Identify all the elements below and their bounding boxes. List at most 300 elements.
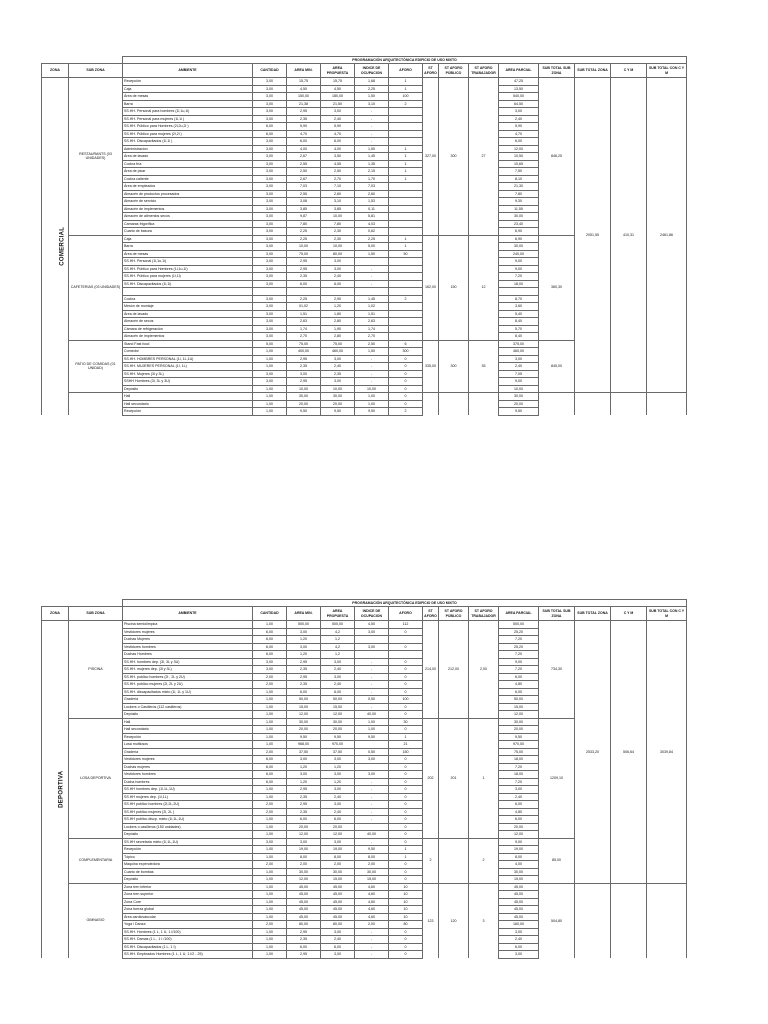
value-cell: 0,50 <box>355 748 389 756</box>
ambiente-cell: Comedor <box>123 348 253 356</box>
subzone-name: PATIO DE COMIDAS (01 UNIDAD) <box>69 340 123 393</box>
area-parcial-cell: 3,00 <box>499 355 539 363</box>
value-cell: 1 <box>389 168 423 176</box>
ambiente-cell: Tópico <box>123 853 253 861</box>
ambiente-cell: SS.HH. Discapacitados (1l,1i ) <box>123 138 253 146</box>
value-cell: 1 <box>389 145 423 153</box>
ambiente-cell: SS.HH. Público para mujeres (2l,2i ) <box>123 130 253 138</box>
value-cell: 4,60 <box>355 913 389 921</box>
value-cell: 12,00 <box>287 876 321 884</box>
program-table <box>41 599 687 959</box>
value-cell: 0 <box>389 363 423 371</box>
value-cell: 0 <box>389 793 423 801</box>
ambiente-cell: Zona tren superior <box>123 891 253 899</box>
value-cell: - <box>355 801 389 809</box>
value-cell: 3,00 <box>253 295 287 303</box>
value-cell: 7,03 <box>287 183 321 191</box>
value-cell: 0 <box>389 643 423 651</box>
ambiente-cell: SS.HH. Hombres (1 L, 1 U, 1 I/100) <box>123 928 253 936</box>
value-cell: 0 <box>389 876 423 884</box>
value-cell: 75,00 <box>321 340 355 348</box>
value-cell: 0 <box>389 703 423 711</box>
area-parcial-cell: 6,00 <box>499 138 539 146</box>
column-header: ST AFORO TRABAJADOR <box>469 607 499 621</box>
value-cell: 15,75 <box>321 78 355 86</box>
value-cell <box>355 651 389 659</box>
value-cell: - <box>355 778 389 786</box>
area-parcial-cell: 2,40 <box>499 793 539 801</box>
ambiente-cell: Caja <box>123 85 253 93</box>
column-header: SUB TOTAL ZONA <box>575 64 611 78</box>
value-cell: 1,20 <box>321 778 355 786</box>
value-cell: 6,00 <box>287 280 321 288</box>
value-cell: 4,60 <box>355 891 389 899</box>
value-cell: 3,00 <box>253 100 287 108</box>
ambiente-cell: Zona Core <box>123 898 253 906</box>
value-cell: 2,60 <box>355 190 389 198</box>
area-parcial-cell: 18,00 <box>499 756 539 764</box>
value-cell: 1,74 <box>355 325 389 333</box>
value-cell: 2,35 <box>321 370 355 378</box>
ambiente-cell: Almacén de secos <box>123 318 253 326</box>
value-cell: 1,00 <box>253 853 287 861</box>
value-cell: 3,00 <box>287 771 321 779</box>
subtotal-subzona-cell: 845,00 <box>539 340 575 393</box>
value-cell: 1 <box>389 853 423 861</box>
value-cell: 2,35 <box>287 115 321 123</box>
ambiente-cell: Yoga / Danza <box>123 921 253 929</box>
value-cell <box>389 123 423 131</box>
value-cell: 1,00 <box>253 823 287 831</box>
value-cell: 1,20 <box>287 778 321 786</box>
value-cell: 1,00 <box>253 943 287 951</box>
value-cell: 45,00 <box>321 913 355 921</box>
value-cell: 3,00 <box>253 658 287 666</box>
value-cell: 9,50 <box>321 408 355 416</box>
value-cell: 1,20 <box>287 651 321 659</box>
value-cell: - <box>355 273 389 281</box>
value-cell: 37,50 <box>321 748 355 756</box>
column-header: SUB TOTAL SUB ZONA <box>539 607 575 621</box>
value-cell: 0 <box>389 688 423 696</box>
value-cell: 0 <box>389 816 423 824</box>
st-aforo-publico-cell: 212,00 <box>439 621 469 719</box>
value-cell: - <box>355 265 389 273</box>
area-parcial-cell: 6,00 <box>499 801 539 809</box>
value-cell: 6 <box>389 340 423 348</box>
value-cell: 1,45 <box>355 153 389 161</box>
area-parcial-cell: 45,00 <box>499 906 539 914</box>
value-cell: 2,95 <box>287 673 321 681</box>
value-cell: 5,90 <box>321 123 355 131</box>
value-cell: 19,00 <box>287 846 321 854</box>
value-cell: 1,00 <box>253 741 287 749</box>
area-parcial-cell: 500,00 <box>499 621 539 629</box>
ambiente-cell: Ducha hombres <box>123 778 253 786</box>
value-cell: 3,00 <box>253 183 287 191</box>
value-cell: 6,00 <box>287 816 321 824</box>
st-aforo-publico-cell <box>439 838 469 883</box>
st-aforo-trabajador-cell: 27 <box>469 78 499 236</box>
value-cell: 0 <box>389 943 423 951</box>
value-cell: 2,35 <box>287 363 321 371</box>
value-cell: 2,40 <box>321 273 355 281</box>
value-cell: 1,2 <box>321 636 355 644</box>
column-header: CANTIDAD <box>253 64 287 78</box>
ambiente-cell: Recepción <box>123 78 253 86</box>
area-parcial-cell: 9,50 <box>499 733 539 741</box>
st-aforo-trabajador-cell: 1 <box>469 718 499 838</box>
area-parcial-cell: 15,00 <box>499 703 539 711</box>
value-cell: 6,00 <box>253 123 287 131</box>
column-header: ZONA <box>42 64 69 78</box>
value-cell: 45,00 <box>287 913 321 921</box>
st-aforo-trabajador-cell: 2,00 <box>469 621 499 719</box>
ambiente-cell: Área de lavado <box>123 310 253 318</box>
value-cell: 0 <box>389 868 423 876</box>
program-sheet-commercial <box>41 56 686 416</box>
value-cell: 6,00 <box>253 756 287 764</box>
value-cell: 3,00 <box>321 378 355 386</box>
ambiente-cell: Cuarto de basura <box>123 228 253 236</box>
value-cell: 3,00 <box>253 190 287 198</box>
value-cell: 1,00 <box>355 718 389 726</box>
value-cell: 3,00 <box>321 658 355 666</box>
value-cell: 9,50 <box>355 846 389 854</box>
area-parcial-cell: 460,00 <box>499 348 539 356</box>
column-header: AFORO <box>389 607 423 621</box>
value-cell: 20,00 <box>321 823 355 831</box>
value-cell: 112 <box>389 621 423 629</box>
ambiente-cell: SS.HH. publico mujeres (2l, 2L y 2U) <box>123 681 253 689</box>
value-cell <box>389 310 423 318</box>
empty-total-cell <box>611 393 647 416</box>
value-cell: 3,00 <box>253 205 287 213</box>
column-header: AREA PARCIAL <box>499 607 539 621</box>
value-cell: 0 <box>389 370 423 378</box>
value-cell: 30,00 <box>321 393 355 401</box>
value-cell: 45,00 <box>321 891 355 899</box>
value-cell: - <box>355 130 389 138</box>
value-cell: 1,00 <box>253 816 287 824</box>
value-cell: 2,25 <box>355 235 389 243</box>
ambiente-cell: SS.HH. Personal para mujeres (1l,1i ) <box>123 115 253 123</box>
value-cell: 1,00 <box>253 793 287 801</box>
value-cell: - <box>355 793 389 801</box>
value-cell: 30,00 <box>355 868 389 876</box>
value-cell: 6,00 <box>253 763 287 771</box>
area-parcial-cell: 45,00 <box>499 898 539 906</box>
value-cell: 3,00 <box>253 115 287 123</box>
value-cell: 1,00 <box>253 733 287 741</box>
value-cell: 1,00 <box>253 928 287 936</box>
column-header: AMBIENTE <box>123 607 253 621</box>
column-header: INDICE DE OCUPACION <box>355 64 389 78</box>
value-cell <box>389 138 423 146</box>
zone-cell <box>42 621 69 959</box>
value-cell: 8,00 <box>321 853 355 861</box>
empty-total-cell <box>575 883 611 958</box>
value-cell: 3,00 <box>321 786 355 794</box>
subtotal-zona-cell: 2051,55 <box>575 78 611 393</box>
value-cell: 2,15 <box>355 168 389 176</box>
value-cell: 2,40 <box>321 793 355 801</box>
value-cell: 2,00 <box>253 861 287 869</box>
area-parcial-cell: 7,20 <box>499 636 539 644</box>
value-cell: 3,00 <box>253 168 287 176</box>
ambiente-cell: Área de mesas <box>123 93 253 101</box>
area-parcial-cell: 18,00 <box>499 280 539 288</box>
value-cell: 75,00 <box>287 250 321 258</box>
value-cell: 2,95 <box>287 265 321 273</box>
value-cell: - <box>355 370 389 378</box>
value-cell: 3,85 <box>321 205 355 213</box>
value-cell: 50,00 <box>287 696 321 704</box>
value-cell: 0 <box>389 801 423 809</box>
value-cell: 0 <box>389 681 423 689</box>
value-cell: 6,00 <box>321 816 355 824</box>
value-cell <box>389 108 423 116</box>
area-parcial-cell: 30,00 <box>499 213 539 221</box>
area-parcial-cell: 20,00 <box>499 400 539 408</box>
value-cell: 3,00 <box>253 303 287 311</box>
value-cell: - <box>355 928 389 936</box>
value-cell <box>389 190 423 198</box>
area-parcial-cell: 9,00 <box>499 258 539 266</box>
value-cell: 2,30 <box>321 228 355 236</box>
value-cell: 0 <box>389 778 423 786</box>
title-blank <box>42 600 123 607</box>
st-aforo-cell: 2 <box>423 838 439 883</box>
value-cell: 1,00 <box>253 385 287 393</box>
value-cell: 4,60 <box>355 898 389 906</box>
value-cell: 1,20 <box>287 763 321 771</box>
value-cell: 3,00 <box>253 198 287 206</box>
value-cell: 3,00 <box>321 265 355 273</box>
value-cell: 6,00 <box>287 138 321 146</box>
area-parcial-cell: 10,65 <box>499 160 539 168</box>
value-cell: 1 <box>389 846 423 854</box>
value-cell: 12,00 <box>321 831 355 839</box>
value-cell: 1,20 <box>321 763 355 771</box>
program-sheet-sports <box>41 599 686 959</box>
ambiente-cell: SS.HH publico discp. mixto (1l,1L,1U) <box>123 816 253 824</box>
value-cell: - <box>355 816 389 824</box>
ambiente-cell: Cuarto de bombas <box>123 868 253 876</box>
value-cell: 180,00 <box>321 93 355 101</box>
column-header: SUB TOTAL ZONA <box>575 607 611 621</box>
ambiente-cell: Depósito <box>123 831 253 839</box>
value-cell: 6,00 <box>321 280 355 288</box>
area-parcial-cell: 8,10 <box>499 175 539 183</box>
value-cell: 0,11 <box>355 205 389 213</box>
ambiente-cell: Hall secundario <box>123 400 253 408</box>
value-cell: 7,10 <box>321 183 355 191</box>
value-cell: 1,00 <box>253 718 287 726</box>
area-parcial-cell: 7,05 <box>499 370 539 378</box>
value-cell: - <box>355 123 389 131</box>
value-cell: 3,00 <box>253 280 287 288</box>
value-cell: 0 <box>389 771 423 779</box>
st-aforo-cell: 214,00 <box>423 621 439 719</box>
value-cell: 0 <box>389 763 423 771</box>
ambiente-cell: Lockers o Casilleros (112 casilleros) <box>123 703 253 711</box>
area-parcial-cell: 19,00 <box>499 846 539 854</box>
value-cell: 1,00 <box>253 951 287 959</box>
area-parcial-cell: 4,80 <box>499 681 539 689</box>
value-cell: 40,00 <box>355 711 389 719</box>
area-parcial-cell: 47,25 <box>499 78 539 86</box>
area-parcial-cell: 45,00 <box>499 883 539 891</box>
ambiente-cell: Barra <box>123 100 253 108</box>
ambiente-cell: Gradería <box>123 748 253 756</box>
value-cell: 21 <box>389 741 423 749</box>
st-aforo-publico-cell: 300 <box>439 340 469 393</box>
value-cell: 4,2 <box>321 643 355 651</box>
area-parcial-cell: 12,00 <box>499 145 539 153</box>
area-parcial-cell: 25,20 <box>499 628 539 636</box>
value-cell: 2,95 <box>287 378 321 386</box>
column-header: CANTIDAD <box>253 607 287 621</box>
value-cell: 0 <box>389 756 423 764</box>
value-cell: 3,00 <box>253 378 287 386</box>
value-cell: 1,00 <box>253 696 287 704</box>
area-parcial-cell: 8,40 <box>499 333 539 341</box>
value-cell: 40,00 <box>355 831 389 839</box>
value-cell: 2,95 <box>287 658 321 666</box>
value-cell: 4,60 <box>355 883 389 891</box>
value-cell: 30,00 <box>287 868 321 876</box>
value-cell: 2,00 <box>287 861 321 869</box>
ambiente-cell: SSHH Hombres (3l, 3L y 3U) <box>123 378 253 386</box>
value-cell: 3,00 <box>253 93 287 101</box>
table-title: PROGRAMACIÓN ARQUITECTÓNICA EDIFICIO DE USO MIXTO <box>123 600 687 607</box>
area-parcial-cell: 12,00 <box>499 831 539 839</box>
value-cell: 0 <box>389 861 423 869</box>
value-cell: 3,00 <box>253 78 287 86</box>
value-cell: 3,00 <box>253 213 287 221</box>
value-cell: 1,74 <box>287 325 321 333</box>
area-parcial-cell: 9,50 <box>499 408 539 416</box>
value-cell: 1 <box>389 160 423 168</box>
value-cell: 1,20 <box>321 303 355 311</box>
st-aforo-cell <box>423 393 439 416</box>
column-header: SUB TOTAL CON C Y M <box>647 607 687 621</box>
value-cell: 3,00 <box>253 265 287 273</box>
value-cell: 3,00 <box>321 355 355 363</box>
value-cell: 6,00 <box>253 636 287 644</box>
value-cell: 45,00 <box>287 883 321 891</box>
area-parcial-cell: 6,90 <box>499 228 539 236</box>
value-cell: 3,50 <box>321 153 355 161</box>
value-cell: 1,53 <box>355 198 389 206</box>
area-parcial-cell: 5,90 <box>499 123 539 131</box>
column-header: C Y M <box>611 607 647 621</box>
value-cell: 2,95 <box>287 355 321 363</box>
column-header: AREA PARCIAL <box>499 64 539 78</box>
area-parcial-cell: 9,00 <box>499 838 539 846</box>
subtotal-cym-cell: 3039,84 <box>647 621 687 884</box>
value-cell: 0 <box>389 658 423 666</box>
value-cell: 1,00 <box>253 688 287 696</box>
st-aforo-trabajador-cell <box>469 393 499 416</box>
value-cell: 1,00 <box>253 355 287 363</box>
subtotal-subzona-cell <box>539 393 575 416</box>
area-parcial-cell: 8,70 <box>499 295 539 303</box>
value-cell: 6,00 <box>253 771 287 779</box>
ambiente-cell: SS.HH. discapacitados mixto (1l, 1L y 1U) <box>123 688 253 696</box>
value-cell: 2,67 <box>287 175 321 183</box>
value-cell: 1 <box>389 175 423 183</box>
value-cell: - <box>355 363 389 371</box>
value-cell: 80,00 <box>287 921 321 929</box>
ambiente-cell: Área de empleados <box>123 183 253 191</box>
value-cell <box>389 318 423 326</box>
value-cell: 3,00 <box>253 228 287 236</box>
value-cell: 2,95 <box>287 951 321 959</box>
value-cell: 1,68 <box>355 78 389 86</box>
value-cell: 10,00 <box>321 213 355 221</box>
ambiente-cell: Vestidores hombres <box>123 771 253 779</box>
st-aforo-trabajador-cell: 35 <box>469 340 499 393</box>
ambiente-cell: SS.HH. HOMBRES PERSONAL (1l, 1L,1U) <box>123 355 253 363</box>
value-cell: 37,50 <box>287 748 321 756</box>
area-parcial-cell: 8,40 <box>499 318 539 326</box>
value-cell: 9,50 <box>355 408 389 416</box>
value-cell: 19,00 <box>321 846 355 854</box>
value-cell: 5,81 <box>355 213 389 221</box>
value-cell: 2,25 <box>287 228 321 236</box>
ambiente-cell: Hall secundario <box>123 726 253 734</box>
ambiente-cell: Gradería <box>123 696 253 704</box>
value-cell: 2,50 <box>321 168 355 176</box>
area-parcial-cell: 3,00 <box>499 928 539 936</box>
value-cell: 2,80 <box>321 318 355 326</box>
column-header: ZONA <box>42 607 69 621</box>
value-cell: 400,00 <box>287 348 321 356</box>
area-parcial-cell: 45,00 <box>499 913 539 921</box>
area-parcial-cell: 7,20 <box>499 651 539 659</box>
value-cell: 0 <box>389 726 423 734</box>
value-cell: - <box>355 808 389 816</box>
ambiente-cell: SS.HH. Discapacitados (1l,1i) <box>123 280 253 288</box>
value-cell: 1,80 <box>321 310 355 318</box>
value-cell: 2,40 <box>321 808 355 816</box>
area-parcial-cell: 64,50 <box>499 100 539 108</box>
value-cell: 3,00 <box>253 235 287 243</box>
value-cell: 10 <box>389 883 423 891</box>
area-parcial-cell <box>499 288 539 296</box>
value-cell: 2,40 <box>321 936 355 944</box>
value-cell: 0 <box>389 385 423 393</box>
st-aforo-publico-cell: 300 <box>439 78 469 236</box>
area-parcial-cell: 30,00 <box>499 718 539 726</box>
column-header: SUB ZONA <box>69 64 123 78</box>
value-cell: 9,50 <box>355 733 389 741</box>
value-cell: 0 <box>389 831 423 839</box>
area-parcial-cell: 6,00 <box>499 688 539 696</box>
title-blank <box>42 57 123 64</box>
value-cell: 3,00 <box>287 370 321 378</box>
value-cell: 3,00 <box>253 85 287 93</box>
value-cell: 2,35 <box>287 273 321 281</box>
value-cell: 6,00 <box>321 688 355 696</box>
value-cell: - <box>355 943 389 951</box>
value-cell: 7,80 <box>287 220 321 228</box>
value-cell: 6,00 <box>253 651 287 659</box>
area-parcial-cell: 30,00 <box>499 393 539 401</box>
subtotal-subzona-cell: 85,00 <box>539 838 575 883</box>
